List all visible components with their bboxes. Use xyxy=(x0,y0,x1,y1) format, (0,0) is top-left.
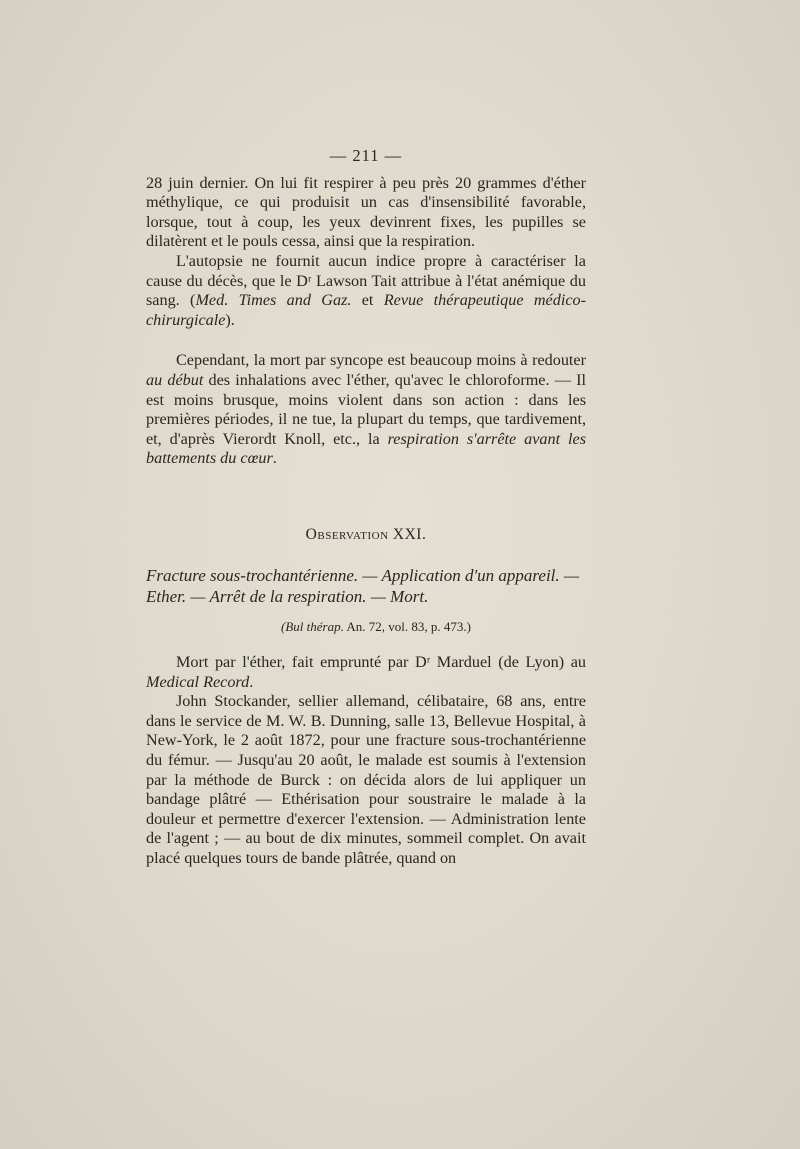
paragraph-syncope-text: Cependant, la mort par syncope est beaucoup moins à redouter xyxy=(176,351,586,370)
emphasis-au-debut: au début xyxy=(146,370,204,389)
paragraph-autopsie xyxy=(146,252,586,330)
paragraph-syncope-body: des inhalations avec l'éther, qu'avec le chloroforme. — Il est moins brusque, moins violent dans son action : dans les premières périodes, il ne tue, la plupart du temps, que tardivement, et, d'après Vierordt Knoll, etc., la xyxy=(146,370,586,448)
paragraph-autopsie-text: L'autopsie ne fournit aucun indice propre à caractériser la cause du décès, que le Dʳ Lawson Tait attribue à l'état anémique du sang. ( xyxy=(146,251,586,310)
page-number: — 211 — xyxy=(329,146,403,165)
spacer xyxy=(146,330,586,351)
reference-journal: (Bul thérap. xyxy=(281,618,344,634)
citation-revue: Revue thérapeutique médico-chirurgicale xyxy=(146,291,586,329)
citation-med-times: Med. Times and Gaz. xyxy=(195,291,352,310)
spacer xyxy=(146,469,586,525)
observation-heading: Observation XXI. xyxy=(305,525,427,543)
paragraph-source-text: Mort par l'éther, fait emprunté par Dʳ Marduel (de Lyon) au xyxy=(176,653,586,672)
paragraph-source-end: . xyxy=(249,672,254,691)
paragraph-continuation: 28 juin dernier. On lui fit respirer à peu près 20 grammes d'éther méthylique, ce qui produisit un cas d'insensibilité favorable, lorsque, tout à coup, les yeux devinrent fixes, les pupilles se dilatèrent et le pouls cessa, ainsi que la respiration. xyxy=(146,173,586,251)
paragraph-syncope xyxy=(146,351,586,469)
paragraph-source xyxy=(146,653,586,692)
observation-reference xyxy=(146,617,586,637)
paragraph-autopsie-connector: et xyxy=(351,291,384,310)
reference-details: An. 72, vol. 83, p. 473.) xyxy=(343,618,471,634)
paragraph-case: John Stockander, sellier allemand, célibataire, 68 ans, entre dans le service de M. W. B. Dunning, salle 13, Bellevue Hospital, à New-York, le 2 août 1872, pour une fracture sous-trochantérienne du fémur. — Jusqu'au 20 août, le malade est soumis à l'extension par la méthode de Burck : on décida alors de lui appliquer un bandage plâtré — Ethérisation pour soustraire le malade à la douleur et permettre d'exercer l'extension. — Administration lente de l'agent ; — au bout de dix minutes, sommeil complet. On avait placé quelques tours de bande plâtrée, quand on xyxy=(146,692,586,868)
citation-medical-record: Medical Record xyxy=(146,672,250,691)
text-column xyxy=(146,146,586,869)
paragraph-syncope-end: . xyxy=(272,449,277,468)
observation-title: Fracture sous-trochantérienne. — Application d'un appareil. — Ether. — Arrêt de la respiration. — Mort. xyxy=(146,565,580,606)
emphasis-respiration: respiration s'arrête avant les battements du cœur xyxy=(146,429,586,468)
paragraph-autopsie-end: ). xyxy=(225,310,235,329)
